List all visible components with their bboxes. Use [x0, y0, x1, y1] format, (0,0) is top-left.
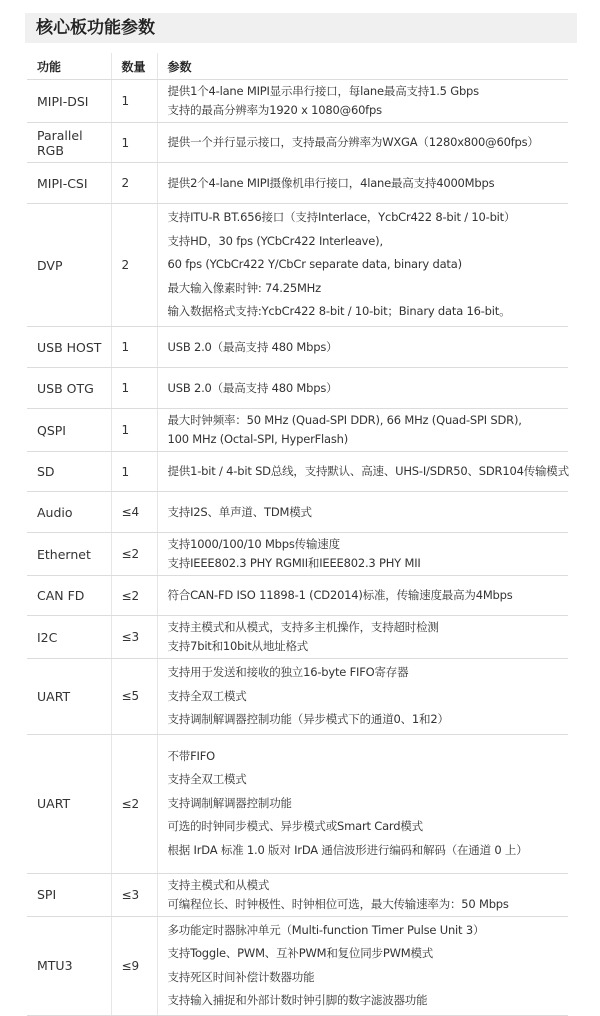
param-line: 支持调制解调器控制功能（异步模式下的通道0、1和2）	[167, 712, 449, 726]
cell-count: ≤2	[111, 576, 157, 616]
cell-params	[157, 533, 568, 576]
table-row	[27, 616, 568, 659]
cell-params	[157, 576, 568, 616]
cell-params	[157, 368, 568, 409]
cell-function: CAN FD	[27, 576, 111, 616]
cell-params	[157, 80, 568, 123]
cell-function: SD	[27, 452, 111, 492]
cell-count: 2	[111, 204, 157, 327]
param-line: 最大输入像素时钟: 74.25MHz	[167, 280, 321, 295]
cell-function: SPI	[27, 873, 111, 916]
table-row	[27, 163, 568, 204]
cell-function: MTU3	[27, 916, 111, 1015]
cell-count: ≤2	[111, 533, 157, 576]
param-line: 可编程位长、时钟极性、时钟相位可选，最大传输速率为：50 Mbps	[167, 896, 509, 911]
param-line: 100 MHz (Octal-SPI, HyperFlash)	[167, 432, 349, 446]
param-line: 支持全双工模式	[167, 688, 247, 703]
cell-params	[157, 659, 568, 735]
cell-params	[157, 327, 568, 368]
param-line: 支持输入捕捉和外部计数时钟引脚的数字滤波器功能	[167, 993, 428, 1007]
cell-function: Audio	[27, 492, 111, 533]
cell-params	[157, 616, 568, 659]
cell-count: ≤5	[111, 659, 157, 735]
title-bar	[25, 13, 577, 43]
cell-function: I2C	[27, 616, 111, 659]
table-row	[27, 409, 568, 452]
cell-count: 2	[111, 163, 157, 204]
table-row	[27, 533, 568, 576]
header-function: 功能	[27, 53, 111, 80]
param-line: 提供1-bit / 4-bit SD总线，支持默认、高速、UHS-I/SDR50、SDR104传输模式	[167, 464, 569, 478]
param-line: 支持主模式和从模式，支持多主机操作，支持超时检测	[167, 620, 439, 634]
param-line: 符合CAN-FD ISO 11898-1 (CD2014)标准，传输速度最高为4Mbps	[167, 588, 513, 602]
header-params: 参数	[157, 53, 568, 80]
cell-function: DVP	[27, 204, 111, 327]
table-body	[27, 80, 568, 1016]
cell-params	[157, 409, 568, 452]
cell-count: 1	[111, 80, 157, 123]
cell-count: 1	[111, 123, 157, 163]
cell-params	[157, 492, 568, 533]
table-row	[27, 576, 568, 616]
cell-params	[157, 734, 568, 873]
param-line: 支持I2S、单声道、TDM模式	[167, 504, 312, 519]
cell-params	[157, 916, 568, 1015]
param-line: 输入数据格式支持:YcbCr422 8-bit / 10-bit；Binary data 16-bit。	[167, 304, 511, 319]
param-line: 支持1000/100/10 Mbps传输速度	[167, 537, 340, 551]
param-line: 支持主模式和从模式	[167, 877, 270, 892]
table-row	[27, 368, 568, 409]
cell-count: ≤3	[111, 873, 157, 916]
param-line: 可选的时钟同步模式、异步模式或Smart Card模式	[167, 819, 423, 834]
param-line: 支持7bit和10bit从地址格式	[167, 639, 309, 653]
param-line: 支持调制解调器控制功能	[167, 795, 292, 810]
cell-params	[157, 204, 568, 327]
param-line: 多功能定时器脉冲单元（Multi-function Timer Pulse Unit 3）	[167, 922, 485, 937]
cell-function: MIPI-DSI	[27, 80, 111, 123]
cell-function: USB OTG	[27, 368, 111, 409]
cell-function: Parallel RGB	[27, 123, 111, 163]
cell-count: 1	[111, 452, 157, 492]
cell-params	[157, 123, 568, 163]
param-line: 最大时钟频率：50 MHz (Quad-SPI DDR), 66 MHz (Quad-SPI SDR),	[167, 413, 522, 427]
table-row	[27, 873, 568, 916]
param-line: 60 fps (YCbCr422 Y/CbCr separate data, binary data)	[167, 257, 462, 272]
cell-function: QSPI	[27, 409, 111, 452]
param-line: USB 2.0（最高支持 480 Mbps）	[167, 380, 338, 395]
cell-params	[157, 873, 568, 916]
param-line: 提供2个4-lane MIPI摄像机串行接口，4lane最高支持4000Mbps	[167, 175, 495, 190]
table-header-row	[27, 53, 568, 80]
param-line: 支持Toggle、PWM、互补PWM和复位同步PWM模式	[167, 946, 434, 960]
table-row	[27, 123, 568, 163]
param-line: USB 2.0（最高支持 480 Mbps）	[167, 339, 338, 354]
cell-count: ≤9	[111, 916, 157, 1015]
table-row	[27, 204, 568, 327]
param-line: 不带FIFO	[167, 748, 215, 763]
cell-count: ≤3	[111, 616, 157, 659]
table-row	[27, 327, 568, 368]
table-row	[27, 80, 568, 123]
header-count: 数量	[111, 53, 157, 80]
table-row	[27, 492, 568, 533]
cell-function: MIPI-CSI	[27, 163, 111, 204]
param-line: 支持死区时间补偿计数器功能	[167, 969, 315, 984]
param-line: 支持全双工模式	[167, 772, 247, 787]
table-row	[27, 734, 568, 873]
param-line: 支持IEEE802.3 PHY RGMII和IEEE802.3 PHY MII	[167, 556, 421, 570]
cell-count: 1	[111, 368, 157, 409]
param-line: 支持用于发送和接收的独立16-byte FIFO寄存器	[167, 665, 409, 679]
param-line: 支持的最高分辨率为1920 x 1080@60fps	[167, 103, 382, 117]
table-row	[27, 659, 568, 735]
cell-params	[157, 163, 568, 204]
param-line: 支持HD，30 fps (YCbCr422 Interleave),	[167, 233, 383, 248]
cell-count: ≤2	[111, 734, 157, 873]
cell-count: ≤4	[111, 492, 157, 533]
table-row	[27, 452, 568, 492]
cell-count: 1	[111, 327, 157, 368]
param-line: 提供一个并行显示接口，支持最高分辨率为WXGA（1280x800@60fps）	[167, 135, 539, 149]
spec-table	[27, 53, 568, 1016]
cell-function: Ethernet	[27, 533, 111, 576]
cell-count: 1	[111, 409, 157, 452]
cell-params	[157, 452, 568, 492]
param-line: 根据 IrDA 标准 1.0 版对 IrDA 通信波形进行编码和解码（在通道 0 上）	[167, 842, 528, 857]
param-line: 支持ITU-R BT.656接口（支持Interlace，YcbCr422 8-bit / 10-bit）	[167, 210, 516, 225]
table-row	[27, 916, 568, 1015]
cell-function: USB HOST	[27, 327, 111, 368]
cell-function: UART	[27, 659, 111, 735]
cell-function: UART	[27, 734, 111, 873]
page-title: 核心板功能参数	[36, 18, 155, 38]
param-line: 提供1个4-lane MIPI显示串行接口，每lane最高支持1.5 Gbps	[167, 84, 479, 98]
